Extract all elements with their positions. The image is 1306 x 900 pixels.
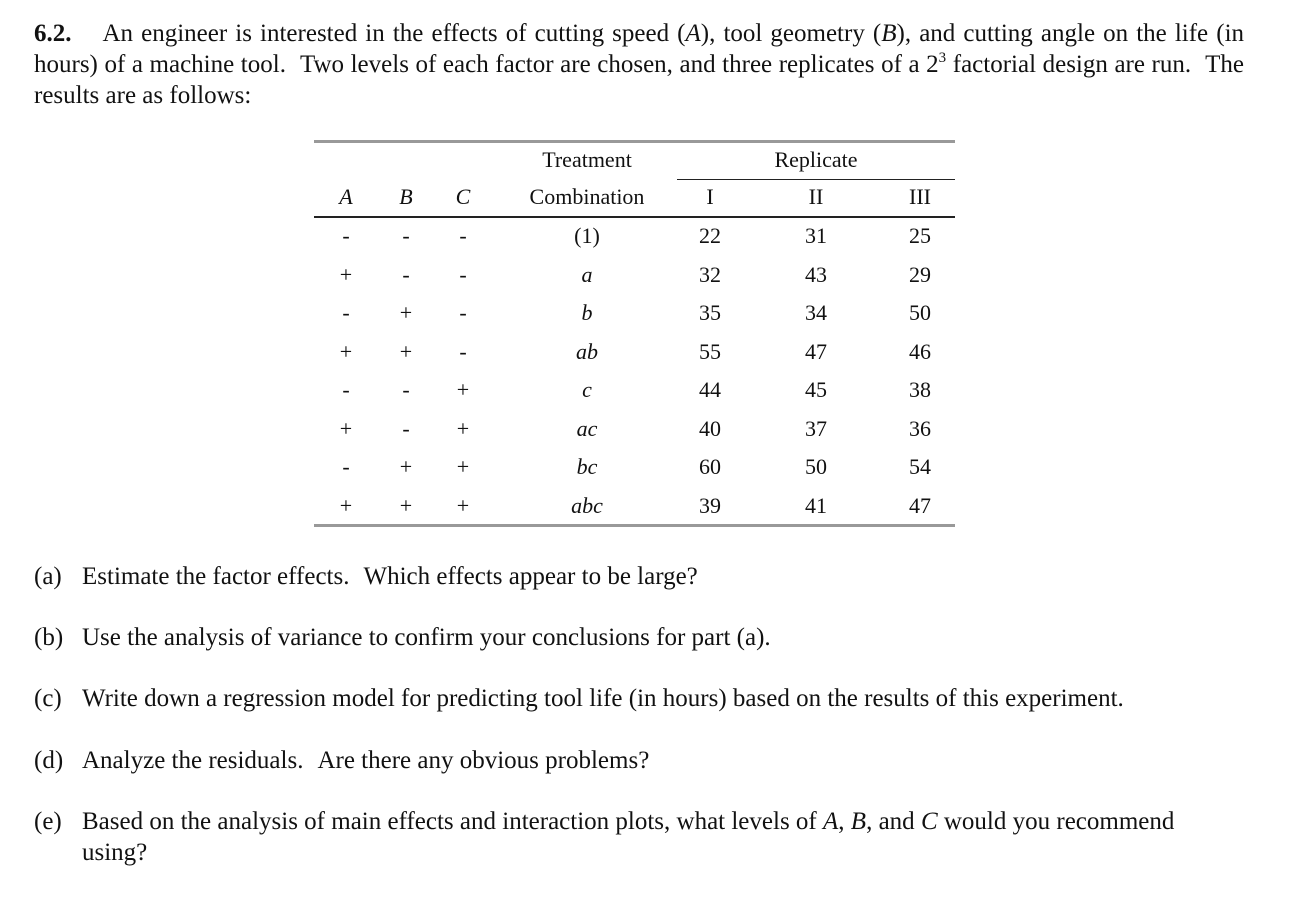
intro-text-6: The results are as follows:: [34, 51, 1245, 109]
header-rep-i: I: [706, 184, 714, 209]
table-top-rule: [314, 140, 955, 143]
question-e: [34, 806, 1244, 868]
problem-number: 6.2.: [34, 20, 72, 47]
intro-text-3: ), and cutting angle on the life (in hours) of a machine tool.: [34, 20, 1245, 78]
table-cell-b: +: [399, 338, 413, 364]
table-cell-b: -: [402, 223, 410, 248]
problem-statement: [34, 18, 1244, 111]
table-cell-tc: ac: [576, 415, 598, 441]
table-cell-ii: 43: [805, 261, 827, 287]
table-bottom-rule: [314, 524, 955, 527]
header-combination: Combination: [529, 184, 645, 209]
table-cell-i: 32: [699, 261, 721, 287]
header-rep-iii: III: [909, 184, 931, 209]
table-cell-iii: 29: [909, 261, 931, 287]
table-cell-a: +: [339, 338, 353, 364]
question-e-var-a: A: [823, 808, 839, 835]
table-cell-iii: 50: [909, 300, 931, 325]
question-d: [34, 745, 1244, 776]
table-cell-iii: 54: [909, 454, 931, 479]
table-cell-i: 44: [699, 377, 721, 402]
header-replicate: Replicate: [774, 147, 858, 172]
intro-exponent: 3: [938, 50, 947, 66]
table-cell-c: +: [456, 454, 470, 479]
question-d-text-1: Analyze the residuals.: [82, 747, 304, 774]
table-cell-tc: abc: [571, 492, 603, 518]
table-cell-ii: 31: [805, 223, 827, 248]
table-cell-ii: 34: [805, 300, 827, 325]
table-cell-tc: a: [581, 261, 593, 287]
table-cell-tc: c: [582, 377, 592, 402]
table-cell-iii: 38: [909, 377, 931, 402]
question-e-sep-1: ,: [838, 808, 851, 835]
table-cell-tc: (1): [574, 223, 600, 248]
table-cell-b: +: [399, 300, 413, 325]
intro-var-a: A: [685, 20, 701, 47]
question-e-text-1: Based on the analysis of main effects and interaction plots, what levels of: [82, 808, 824, 835]
header-b: B: [399, 184, 413, 209]
replicate-underline: [677, 179, 955, 180]
header-treatment: Treatment: [542, 147, 632, 172]
intro-text-1: An engineer is interested in the effects of cutting speed (: [102, 20, 686, 47]
table-cell-i: 22: [699, 223, 721, 248]
table-cell-ii: 37: [805, 415, 827, 441]
intro-text-4: Two levels of each factor are chosen, and three replicates of a 2: [299, 51, 939, 78]
table-cell-a: +: [339, 492, 353, 518]
question-b-text: Use the analysis of variance to confirm your conclusions for part (a).: [82, 624, 771, 651]
question-a-text-2: Which effects appear to be large?: [363, 563, 698, 590]
table-cell-iii: 46: [909, 338, 931, 364]
table-header-rule: [314, 216, 955, 218]
question-b-label: (b): [34, 624, 64, 651]
intro-text-2: ), tool geometry (: [700, 20, 882, 47]
question-e-text-2: would you recommend using?: [82, 808, 1175, 866]
table-cell-i: 60: [699, 454, 721, 479]
table-cell-c: +: [456, 492, 470, 518]
table-cell-i: 35: [699, 300, 721, 325]
question-e-sep-2: , and: [866, 808, 921, 835]
table-cell-tc: ab: [576, 338, 598, 364]
table-cell-i: 55: [699, 338, 721, 364]
table-cell-b: +: [399, 492, 413, 518]
question-a: [34, 561, 1244, 592]
question-e-var-b: B: [850, 808, 867, 835]
header-rep-ii: II: [808, 184, 824, 209]
question-a-label: (a): [34, 563, 62, 590]
table-cell-b: -: [402, 261, 410, 287]
table-cell-ii: 45: [805, 377, 827, 402]
table-cell-tc: bc: [576, 454, 598, 479]
question-c: [34, 683, 1244, 714]
table-cell-a: -: [342, 454, 350, 479]
table-cell-iii: 36: [909, 415, 931, 441]
table-cell-c: -: [459, 223, 467, 248]
table-cell-c: +: [456, 377, 470, 402]
question-e-label: (e): [34, 808, 62, 835]
table-cell-iii: 25: [909, 223, 931, 248]
table-cell-i: 40: [699, 415, 721, 441]
question-c-label: (c): [34, 685, 62, 712]
table-cell-a: -: [342, 223, 350, 248]
table-cell-iii: 47: [909, 492, 931, 518]
table-cell-i: 39: [699, 492, 721, 518]
question-c-text: Write down a regression model for predicting tool life (in hours) based on the results of this experiment.: [82, 685, 1124, 712]
table-cell-ii: 50: [805, 454, 827, 479]
table-cell-c: +: [456, 415, 470, 441]
table-cell-a: -: [342, 377, 350, 402]
results-table: [314, 140, 955, 529]
question-b: [34, 622, 1244, 653]
table-cell-ii: 47: [805, 338, 827, 364]
table-cell-b: -: [402, 415, 410, 441]
question-d-label: (d): [34, 747, 64, 774]
header-a: A: [339, 184, 353, 209]
table-cell-b: -: [402, 377, 410, 402]
table-cell-a: -: [342, 300, 350, 325]
table-cell-tc: b: [581, 300, 593, 325]
table-cell-b: +: [399, 454, 413, 479]
table-cell-a: +: [339, 415, 353, 441]
question-a-text-1: Estimate the factor effects.: [82, 563, 350, 590]
intro-text-5: factorial design are run.: [946, 51, 1192, 78]
header-c: C: [455, 184, 471, 209]
question-d-text-2: Are there any obvious problems?: [317, 747, 650, 774]
table-cell-c: -: [459, 300, 467, 325]
intro-var-b: B: [881, 20, 897, 47]
table-cell-c: -: [459, 261, 467, 287]
table-cell-c: -: [459, 338, 467, 364]
question-e-var-c: C: [920, 808, 938, 835]
table-cell-a: +: [339, 261, 353, 287]
table-cell-ii: 41: [805, 492, 827, 518]
